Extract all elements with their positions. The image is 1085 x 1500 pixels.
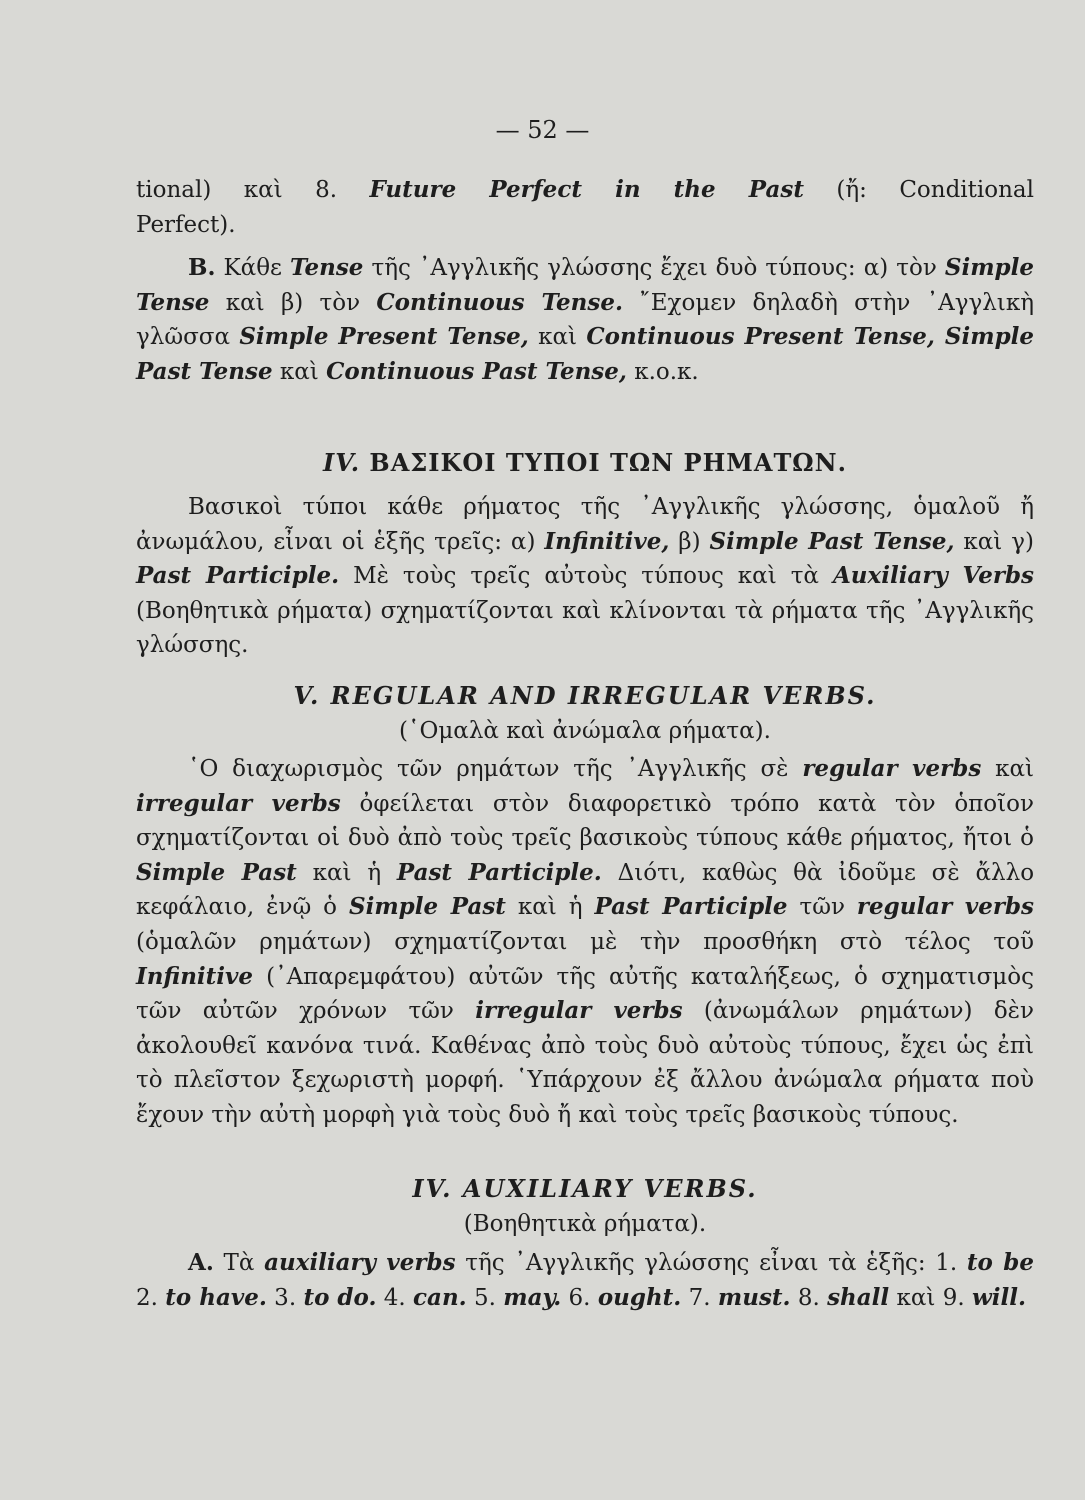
english-term: Past Participle. <box>136 562 340 590</box>
english-term: to have. <box>165 1283 267 1311</box>
heading-number: IV. <box>323 448 361 477</box>
body-text: καὶ ἡ <box>296 859 397 886</box>
body-text: 6. <box>561 1284 598 1311</box>
english-term: auxiliary verbs <box>264 1249 456 1276</box>
english-term: to be <box>966 1249 1034 1276</box>
body-text: καὶ ἡ <box>505 894 595 921</box>
heading-title: IV. AUXILIARY VERBS. <box>412 1174 758 1203</box>
body-text: ῎Εχομεν δηλαδὴ στὴν ᾿Αγγλικὴ γλῶσσα <box>136 289 1034 351</box>
body-text: Μὲ τοὺς τρεῖς αὐτοὺς τύπους καὶ τὰ <box>339 563 833 590</box>
body-text: 8. <box>790 1284 828 1311</box>
english-term: can. <box>413 1283 467 1311</box>
english-term: must. <box>717 1283 791 1311</box>
body-text: ὀφείλεται στὸν διαφορετικὸ τρόπο κατὰ τὸν ὁποῖον σχηματίζονται οἱ δυὸ ἀπὸ τοὺς τρεῖς βασικοὺς τύπους κάθε ρήματος, ἤτοι ὁ <box>136 790 1034 852</box>
english-term: Past Participle. <box>396 858 602 886</box>
body-text: τῆς ᾿Αγγλικῆς γλώσσης εἶναι τὰ ἑξῆς: 1. <box>455 1250 967 1276</box>
body-text: κ.ο.κ. <box>626 358 699 385</box>
heading-title: ΒΑΣΙΚΟΙ ΤΥΠΟΙ ΤΩΝ ΡΗΜΑΤΩΝ. <box>360 448 847 477</box>
section-iv-paragraph <box>136 490 1034 663</box>
body-text: (ὁμαλῶν ρημάτων) σχηματίζονται μὲ τὴν προσθήκη στὸ τέλος τοῦ <box>136 928 1034 955</box>
body-text: 3. <box>266 1284 304 1311</box>
english-term: may. <box>503 1283 562 1311</box>
intro-paragraph <box>136 173 1034 242</box>
heading-iv <box>136 446 1034 481</box>
english-term: will. <box>971 1283 1027 1311</box>
english-term: irregular verbs <box>136 789 341 817</box>
intro-text: Perfect). <box>136 211 236 238</box>
english-term: Continuous Tense. <box>376 288 623 316</box>
body-text: καὶ <box>528 324 587 351</box>
section-b-paragraph <box>136 251 1034 389</box>
english-term: regular verbs <box>856 893 1034 921</box>
body-text: Διότι, καθὼς θὰ ἰδοῦμε σὲ ἄλλο κεφάλαιο, ἐνῷ ὁ <box>136 859 1035 921</box>
heading-title: V. REGULAR AND IRREGULAR VERBS. <box>293 681 877 710</box>
body-text: ῾Ο διαχωρισμὸς τῶν ρημάτων τῆς ᾿Αγγλικῆς σὲ <box>188 756 803 782</box>
english-term: Infinitive <box>136 962 254 990</box>
english-term: Past Participle <box>594 893 788 921</box>
body-text: καὶ 9. <box>889 1284 972 1311</box>
heading-subtitle: (Βοηθητικὰ ρήματα). <box>463 1210 707 1237</box>
body-text: 4. <box>376 1284 414 1311</box>
body-text: Κάθε <box>215 255 291 281</box>
english-term: Simple Present Tense, <box>239 323 529 351</box>
english-term: Continuous Past Tense, <box>326 357 627 385</box>
english-term: shall <box>827 1283 890 1311</box>
english-term: Auxiliary Verbs <box>832 562 1034 590</box>
section-label: A. <box>188 1249 214 1276</box>
english-term: Tense <box>290 254 364 281</box>
heading-v <box>136 679 1034 748</box>
body-text: 5. <box>466 1284 504 1311</box>
body-text: 7. <box>681 1284 718 1311</box>
body-text: Τὰ <box>213 1250 265 1276</box>
page-number: — 52 — <box>495 116 590 144</box>
english-term: Infinitive, <box>544 527 670 555</box>
heading-subtitle: (῾Ομαλὰ καὶ ἀνώμαλα ρήματα). <box>399 717 771 744</box>
english-term: Simple Tense <box>136 254 1034 316</box>
body-text: τῶν <box>787 894 857 921</box>
english-term: Simple Past <box>136 858 297 886</box>
body-text: τῆς ᾿Αγγλικῆς γλώσσης ἔχει δυὸ τύπους: α) τὸν <box>363 255 945 281</box>
english-term: Simple Past Tense, <box>709 527 955 555</box>
body-text: (ἀνωμάλων ρημάτων) δὲν ἀκολουθεῖ κανόνα τινά. Καθένας ἀπὸ τοὺς δυὸ αὐτοὺς τύπους, ἔχει ὡς ἐπὶ τὸ πλεῖστον ξεχωριστὴ μορφή. ῾Υπάρχουν ἐξ ἄλλου ἀνώμαλα ρήματα ποὺ ἔχουν τὴν αὐτὴ μορφὴ γιὰ τοὺς δυὸ ἤ καὶ τοὺς τρεῖς βασικοὺς τύπους. <box>136 998 1035 1128</box>
section-a-paragraph <box>136 1246 1034 1315</box>
body-text: καὶ <box>272 358 327 385</box>
section-v-paragraph <box>136 752 1034 1133</box>
english-term: ought. <box>597 1283 682 1311</box>
body-text: 2. <box>136 1284 166 1311</box>
english-term: Continuous Present Tense, Simple Past Tense <box>136 323 1035 385</box>
body-text: καὶ <box>981 756 1034 782</box>
section-label: B. <box>188 254 216 281</box>
body-text: Βασικοὶ τύποι κάθε ρήματος τῆς ᾿Αγγλικῆς γλώσσης, ὁμαλοῦ ἤ ἀνωμάλου, εἶναι οἱ ἑξῆς τρεῖς: α) <box>136 494 1034 555</box>
english-term: regular verbs <box>802 755 982 782</box>
english-term: to do. <box>303 1283 377 1311</box>
body-text: καὶ γ) <box>954 528 1034 555</box>
heading-auxiliary <box>136 1172 1034 1241</box>
intro-text: tional) καὶ 8. <box>136 177 370 203</box>
body-text: (᾿Απαρεμφάτου) αὐτῶν τῆς αὐτῆς καταλήξεως, ὁ σχηματισμὸς τῶν αὐτῶν χρόνων τῶν <box>136 963 1034 1025</box>
intro-text: (ἤ: Conditional <box>803 177 1034 203</box>
english-term: irregular verbs <box>475 997 683 1025</box>
intro-english-term: Future Perfect in the Past <box>369 176 804 203</box>
english-term: Simple Past <box>348 893 506 921</box>
body-text: β) <box>669 528 710 555</box>
body-text: καὶ β) τὸν <box>209 289 377 316</box>
body-text: (Βοηθητικὰ ρήματα) σχηματίζονται καὶ κλίνονται τὰ ρήματα τῆς ᾿Αγγλικῆς γλώσσης. <box>136 597 1034 659</box>
